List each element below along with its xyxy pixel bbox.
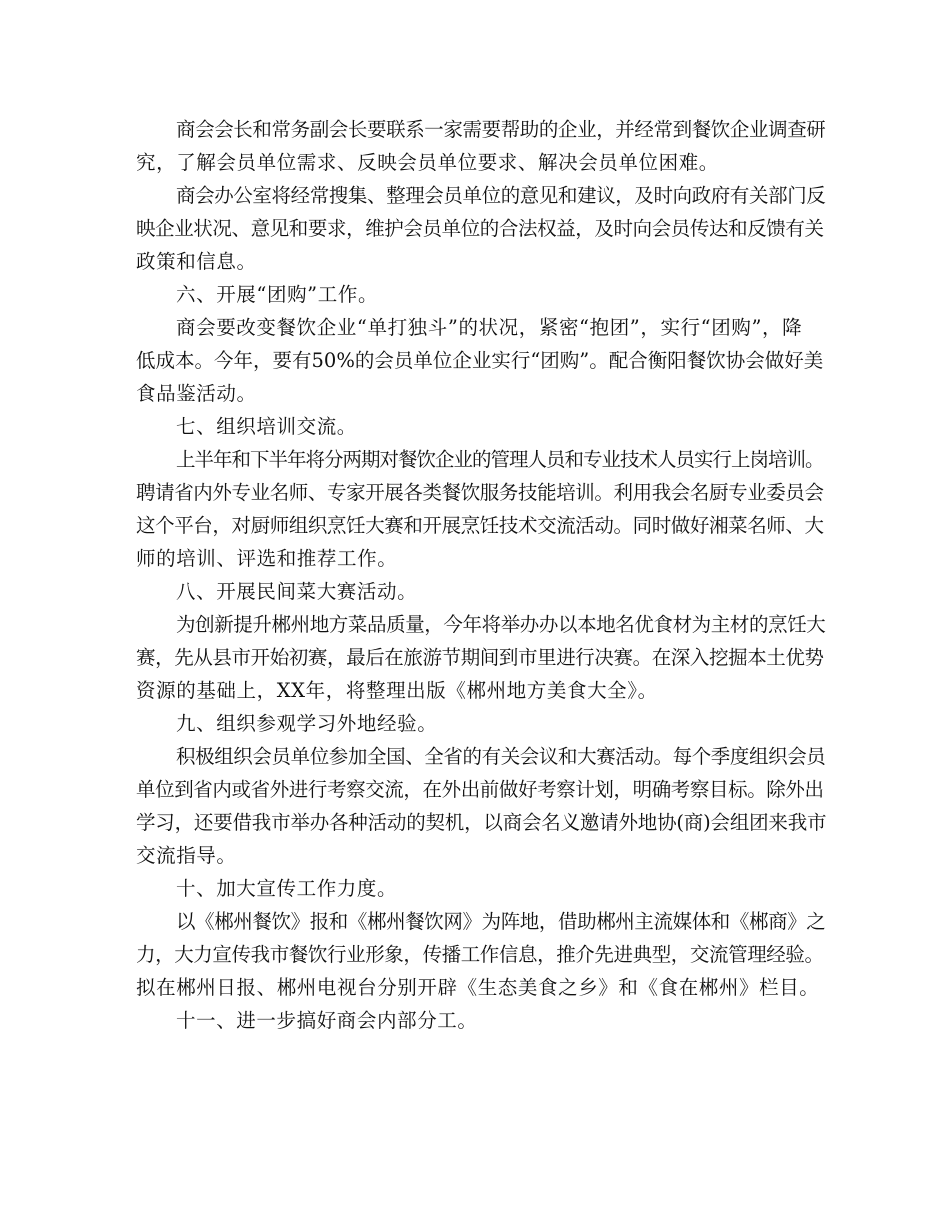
text-line: 为创新提升郴州地方菜品质量，今年将举办办以本地名优食材为主材的烹饪大 (176, 613, 826, 636)
document-body (136, 113, 826, 1037)
text-line: 商会会长和常务副会长要联系一家需要帮助的企业，并经常到餐饮企业调查研 (176, 118, 826, 141)
section-heading: 八、开展民间菜大赛活动。 (176, 580, 418, 603)
section-heading: 九、组织参观学习外地经验。 (176, 712, 438, 735)
text-line: 政策和信息。 (136, 250, 257, 273)
text-line: 学习，还要借我市举办各种活动的契机，以商会名义邀请外地协(商)会组团来我市 (136, 811, 827, 834)
text-line: 低成本。今年，要有50%的会员单位企业实行“团购”。配合衡阳餐饮协会做好美 (136, 349, 824, 372)
text-line: 积极组织会员单位参加全国、全省的有关会议和大赛活动。每个季度组织会员 (176, 745, 826, 768)
text-line: 以《郴州餐饮》报和《郴州餐饮网》为阵地，借助郴州主流媒体和《郴商》之 (176, 910, 826, 933)
text-line: 食品鉴活动。 (136, 382, 257, 405)
text-line: 映企业状况、意见和要求，维护会员单位的合法权益，及时向会员传达和反馈有关 (136, 217, 824, 240)
section-heading: 六、开展“团购”工作。 (176, 283, 379, 306)
text-line: 上半年和下半年将分两期对餐饮企业的管理人员和专业技术人员实行上岗培训。 (176, 448, 824, 471)
text-line: 这个平台，对厨师组织烹饪大赛和开展烹饪技术交流活动。同时做好湘菜名师、大 (136, 514, 824, 537)
text-line: 力，大力宣传我市餐饮行业形象，传播工作信息，推介先进典型，交流管理经验。 (136, 943, 824, 966)
text-line: 赛，先从县市开始初赛，最后在旅游节期间到市里进行决赛。在深入挖掘本土优势 (136, 646, 824, 669)
section-heading: 十一、进一步搞好商会内部分工。 (176, 1009, 478, 1032)
text-line: 商会要改变餐饮企业“单打独斗”的状况，紧密“抱团”，实行“团购”，降 (176, 316, 803, 339)
text-line: 师的培训、评选和推荐工作。 (136, 547, 398, 570)
text-line: 交流指导。 (136, 844, 237, 867)
section-heading: 七、组织培训交流。 (176, 415, 357, 438)
text-line: 聘请省内外专业名师、专家开展各类餐饮服务技能培训。利用我会名厨专业委员会 (136, 481, 824, 504)
text-line: 单位到省内或省外进行考察交流，在外出前做好考察计划，明确考察目标。除外出 (136, 778, 824, 801)
text-line: 拟在郴州日报、郴州电视台分别开辟《生态美食之乡》和《食在郴州》栏目。 (136, 976, 820, 999)
text-line: 资源的基础上，XX年，将整理出版《郴州地方美食大全》。 (136, 679, 658, 702)
text-line: 究，了解会员单位需求、反映会员单位要求、解决会员单位困难。 (136, 151, 719, 174)
section-heading: 十、加大宣传工作力度。 (176, 877, 398, 900)
text-line: 商会办公室将经常搜集、整理会员单位的意见和建议，及时向政府有关部门反 (176, 184, 826, 207)
